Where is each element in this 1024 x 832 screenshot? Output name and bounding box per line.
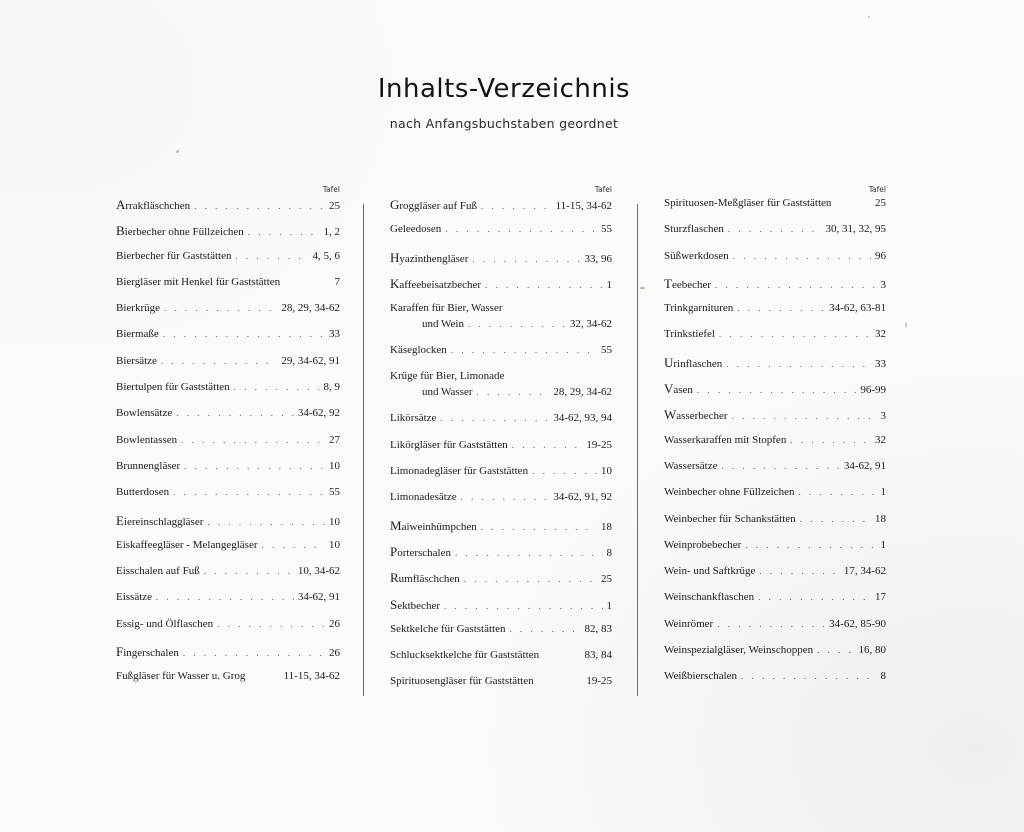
initial-letter: K <box>390 275 400 291</box>
dot-leader <box>464 574 597 584</box>
entry-pages: 4, 5, 6 <box>312 249 340 262</box>
index-entry <box>664 197 886 223</box>
entry-name: Wasserbecher <box>664 407 728 423</box>
index-entry <box>390 197 612 223</box>
index-entry <box>664 670 886 696</box>
dot-leader <box>719 329 871 339</box>
dot-leader <box>728 224 822 234</box>
entry-name: Groggläser auf Fuß <box>390 197 477 212</box>
index-entry <box>390 344 612 370</box>
entry-pages: 34-62, 91, 92 <box>553 491 612 504</box>
dot-leader <box>204 566 294 576</box>
dot-leader <box>512 440 583 450</box>
index-entry <box>390 491 612 517</box>
entry-name: Weinschankflaschen <box>664 591 755 604</box>
entry-pages: 32, 34-62 <box>569 318 612 331</box>
initial-letter: M <box>390 517 402 533</box>
dot-leader <box>461 492 550 502</box>
entry-pages: 28, 29, 34-62 <box>553 386 612 399</box>
entry-name: Porterschalen <box>390 543 451 559</box>
index-entry <box>664 407 886 433</box>
index-entry <box>664 381 886 407</box>
index-entry <box>116 565 340 591</box>
entry-pages: 10 <box>329 538 340 551</box>
index-entry <box>664 591 886 617</box>
dot-leader <box>717 619 825 629</box>
entry-list <box>664 197 886 697</box>
entry-name: Weißbierschalen <box>664 670 738 683</box>
entry-name: Butterdosen <box>116 486 170 499</box>
entry-pages: 34-62, 91 <box>843 459 886 472</box>
dot-leader <box>697 385 856 395</box>
index-entry <box>664 486 886 512</box>
entry-pages: 8, 9 <box>323 381 340 394</box>
dot-leader <box>156 592 294 602</box>
index-entry <box>664 223 886 249</box>
index-entry <box>116 276 340 302</box>
index-entry <box>116 460 340 486</box>
dot-leader <box>248 227 320 237</box>
entry-pages: 1, 2 <box>323 226 340 239</box>
index-entry <box>664 328 886 354</box>
entry-name: Limonadegläser für Gaststätten <box>390 465 529 478</box>
index-entry <box>116 407 340 433</box>
dot-leader <box>234 382 320 392</box>
entry-pages: 7 <box>334 275 340 288</box>
index-entry <box>116 302 340 328</box>
dot-leader <box>721 461 839 471</box>
dot-leader <box>163 329 325 339</box>
entry-name: Biersätze <box>116 354 157 367</box>
tafel-header: Tafel <box>594 185 612 194</box>
index-entry <box>390 649 612 675</box>
entry-name: Weinprobebecher <box>664 538 742 551</box>
entry-pages: 18 <box>601 520 612 533</box>
entry-pages: 17 <box>875 591 886 604</box>
dot-leader <box>194 201 325 211</box>
entry-pages: 25 <box>875 197 886 209</box>
page-title: Inhalts-Verzeichnis <box>377 74 631 104</box>
entry-name: Arrakfläschchen <box>116 197 191 212</box>
dot-leader <box>477 387 550 397</box>
entry-name: Eiereinschlaggläser <box>116 512 204 528</box>
entry-name: Likörgläser für Gaststätten <box>390 438 508 451</box>
index-entry <box>390 223 612 249</box>
index-entry <box>390 518 612 544</box>
index-entry <box>390 544 612 570</box>
index-entry <box>116 381 340 407</box>
paper-speck <box>176 150 179 153</box>
entry-name: Kaffeebeisatzbecher <box>390 275 482 291</box>
entry-pages: 83, 84 <box>584 649 612 662</box>
entry-pages: 1 <box>606 599 612 612</box>
entry-name: Sektkelche für Gaststätten <box>390 622 506 635</box>
index-entry <box>664 644 886 670</box>
dot-leader <box>183 648 325 658</box>
entry-name: Käseglocken <box>390 344 447 357</box>
entry-name: Bierkrüge <box>116 302 160 315</box>
dot-leader <box>759 566 839 576</box>
dot-leader <box>164 303 277 313</box>
index-entry <box>116 250 340 276</box>
index-entry <box>390 623 612 649</box>
dot-leader <box>726 359 871 369</box>
entry-pages: 11-15, 34-62 <box>555 200 612 212</box>
dot-leader <box>181 435 325 445</box>
entry-pages: 1 <box>880 538 886 551</box>
tafel-header: Tafel <box>322 185 340 194</box>
dot-leader <box>445 224 597 234</box>
index-entry <box>116 539 340 565</box>
index-entry <box>390 302 612 344</box>
index-entry <box>390 370 612 412</box>
index-entry <box>116 670 340 696</box>
entry-pages: 96-99 <box>860 384 886 397</box>
entry-name: Weinbecher für Schankstätten <box>664 512 796 525</box>
dot-leader <box>509 624 580 634</box>
initial-letter: P <box>390 543 398 559</box>
entry-name: Wasserkaraffen mit Stopfen <box>664 433 787 446</box>
index-entry <box>390 570 612 596</box>
entry-pages: 25 <box>601 573 612 586</box>
entry-pages: 55 <box>329 486 340 499</box>
entry-name: Eiskaffeegläser - Melangegläser <box>116 538 258 551</box>
entry-pages: 32 <box>875 328 886 341</box>
dot-leader <box>798 487 876 497</box>
dot-leader <box>817 645 854 655</box>
dot-leader <box>481 522 597 532</box>
dot-leader <box>451 345 597 355</box>
index-entry <box>390 439 612 465</box>
entry-pages: 8 <box>606 546 612 559</box>
entry-pages: 1 <box>880 486 886 499</box>
dot-leader <box>715 280 876 290</box>
entry-name-continuation: und Wein <box>422 318 464 331</box>
index-entry <box>116 328 340 354</box>
entry-pages: 34-62, 92 <box>297 407 340 420</box>
entry-pages: 17, 34-62 <box>843 565 886 578</box>
entry-name: Trinkstiefel <box>664 328 715 341</box>
index-entry <box>664 513 886 539</box>
index-entry <box>664 434 886 460</box>
initial-letter: R <box>390 570 399 586</box>
entry-name: Eissätze <box>116 591 153 604</box>
entry-pages: 33 <box>875 357 886 370</box>
entry-pages: 10 <box>601 465 612 478</box>
initial-letter: G <box>390 197 400 212</box>
index-entry <box>116 355 340 381</box>
index-entry <box>116 591 340 617</box>
entry-pages: 34-62, 91 <box>297 591 340 604</box>
entry-pages: 3 <box>880 410 886 423</box>
index-entry <box>664 460 886 486</box>
entry-pages: 27 <box>329 433 340 446</box>
entry-name: Hyazinthengläser <box>390 249 469 265</box>
initial-letter: U <box>664 354 674 370</box>
dot-leader <box>217 619 325 629</box>
entry-name: Geleedosen <box>390 223 442 236</box>
entry-name: Fußgläser für Wasser u. Grog <box>116 670 246 683</box>
entry-name: Bowlensätze <box>116 407 173 420</box>
entry-pages: 25 <box>329 200 340 212</box>
index-entry <box>116 618 340 644</box>
entry-pages: 3 <box>880 278 886 291</box>
dot-leader <box>758 592 871 602</box>
entry-pages: 10 <box>329 459 340 472</box>
entry-name: Weinbecher ohne Füllzeichen <box>664 486 795 499</box>
dot-leader <box>532 466 597 476</box>
dot-leader <box>472 254 580 264</box>
entry-name: Rumfläschchen <box>390 570 460 586</box>
entry-name: Schlucksektkelche für Gaststätten <box>390 649 540 662</box>
entry-name: Trinkgarnituren <box>664 302 734 315</box>
dot-leader <box>235 251 308 261</box>
index-entry <box>664 250 886 276</box>
entry-name: Biertulpen für Gaststätten <box>116 381 230 394</box>
entry-pages: 34-62, 93, 94 <box>553 412 612 425</box>
entry-pages: 96 <box>875 249 886 262</box>
entry-pages: 18 <box>875 512 886 525</box>
entry-name: Spirituosen-Meßgläser für Gaststätten <box>664 197 832 209</box>
entry-name: Fingerschalen <box>116 644 179 660</box>
dot-leader <box>737 303 825 313</box>
index-entry <box>390 465 612 491</box>
entry-name: Karaffen für Bier, Wasser <box>390 302 503 315</box>
index-entry <box>116 223 340 249</box>
entry-pages: 32 <box>875 433 886 446</box>
index-entry <box>390 675 612 701</box>
column-divider <box>637 204 638 696</box>
entry-name: Süßwerkdosen <box>664 249 729 262</box>
entry-name: Bierbecher ohne Füllzeichen <box>116 223 244 239</box>
initial-letter: B <box>116 223 125 239</box>
dot-leader <box>440 413 549 423</box>
entry-name: Weinspezialgläser, Weinschoppen <box>664 644 814 657</box>
entry-name: Wassersätze <box>664 459 718 472</box>
dot-leader <box>485 280 602 290</box>
entry-pages: 26 <box>329 647 340 660</box>
dot-leader <box>741 671 876 681</box>
dot-leader <box>176 408 294 418</box>
dot-leader <box>444 601 603 611</box>
column-divider <box>363 204 364 696</box>
entry-pages: 19-25 <box>586 675 612 688</box>
index-entry <box>116 434 340 460</box>
index-entry <box>116 513 340 539</box>
entry-name: Urinflaschen <box>664 354 723 370</box>
dot-leader <box>481 201 552 211</box>
index-entry <box>664 355 886 381</box>
paper-speck <box>868 16 870 18</box>
entry-name: Sturzflaschen <box>664 223 724 236</box>
entry-pages: 82, 83 <box>584 622 612 635</box>
entry-pages: 8 <box>880 670 886 683</box>
dot-leader <box>745 540 876 550</box>
index-entry <box>116 644 340 670</box>
entry-pages: 34-62, 63-81 <box>829 302 886 315</box>
index-entry <box>664 539 886 565</box>
tafel-header: Tafel <box>868 185 886 194</box>
initial-letter: W <box>664 407 677 423</box>
initial-letter: V <box>664 381 674 397</box>
initial-letter: T <box>664 275 672 291</box>
index-entry <box>664 302 886 328</box>
entry-name: Brunnengläser <box>116 459 181 472</box>
entry-pages: 26 <box>329 617 340 630</box>
dot-leader <box>161 356 277 366</box>
dot-leader <box>207 517 325 527</box>
index-entry <box>664 565 886 591</box>
initial-letter: A <box>116 197 126 212</box>
entry-pages: 55 <box>601 223 612 236</box>
entry-pages: 34-62, 85-90 <box>829 617 886 630</box>
entry-name: Eisschalen auf Fuß <box>116 565 200 578</box>
entry-name: Likörsätze <box>390 412 437 425</box>
index-entry <box>390 276 612 302</box>
dot-leader <box>800 514 871 524</box>
entry-name: Wein- und Saftkrüge <box>664 565 756 578</box>
index-entry <box>664 276 886 302</box>
page-subtitle: nach Anfangsbuchstaben geordnet <box>389 116 619 131</box>
entry-pages: 28, 29, 34-62 <box>281 302 340 315</box>
dot-leader <box>184 461 325 471</box>
entry-name: Limonadesätze <box>390 491 457 504</box>
entry-name: Weinrömer <box>664 617 714 630</box>
entry-pages: 33 <box>329 328 340 341</box>
initial-letter: F <box>116 644 124 660</box>
entry-pages: 29, 34-62, 91 <box>281 354 340 367</box>
initial-letter: H <box>390 249 400 265</box>
entry-list <box>390 197 612 702</box>
entry-name: Biermaße <box>116 328 159 341</box>
dot-leader <box>468 319 566 329</box>
entry-name: Bierbecher für Gaststätten <box>116 249 232 262</box>
entry-name: Biergläser mit Henkel für Gaststätten <box>116 275 281 288</box>
dot-leader <box>733 251 871 261</box>
index-entry <box>390 597 612 623</box>
paper-speck <box>640 287 645 289</box>
index-entry <box>116 197 340 223</box>
entry-name: Sektbecher <box>390 596 440 612</box>
entry-pages: 30, 31, 32, 95 <box>825 223 886 236</box>
paper-speck <box>905 322 907 328</box>
dot-leader <box>455 548 603 558</box>
index-entry <box>664 618 886 644</box>
entry-name-continuation: und Wasser <box>422 386 473 399</box>
entry-name: Teebecher <box>664 275 712 291</box>
entry-pages: 10 <box>329 515 340 528</box>
entry-name: Maiweinhümpchen <box>390 517 477 533</box>
entry-pages: 1 <box>606 278 612 291</box>
entry-pages: 33, 96 <box>584 252 612 265</box>
initial-letter: E <box>116 512 124 528</box>
entry-pages: 16, 80 <box>858 644 886 657</box>
entry-pages: 55 <box>601 344 612 357</box>
entry-pages: 10, 34-62 <box>297 565 340 578</box>
index-column-1 <box>116 185 340 697</box>
entry-name: Essig- und Ölflaschen <box>116 617 214 630</box>
dot-leader <box>732 411 877 421</box>
entry-name: Krüge für Bier, Limonade <box>390 370 505 383</box>
dot-leader <box>790 435 871 445</box>
entry-list <box>116 197 340 697</box>
entry-name: Vasen <box>664 381 693 397</box>
index-entry <box>390 250 612 276</box>
dot-leader <box>173 487 325 497</box>
entry-pages: 19-25 <box>586 438 612 451</box>
index-column-3 <box>664 185 886 697</box>
dot-leader <box>262 540 325 550</box>
index-entry <box>116 486 340 512</box>
entry-name: Spirituosengläser für Gaststätten <box>390 675 534 688</box>
entry-name: Bowlentassen <box>116 433 178 446</box>
index-column-2 <box>390 185 612 702</box>
index-entry <box>390 412 612 438</box>
entry-pages: 11-15, 34-62 <box>283 670 340 683</box>
initial-letter: S <box>390 596 398 612</box>
